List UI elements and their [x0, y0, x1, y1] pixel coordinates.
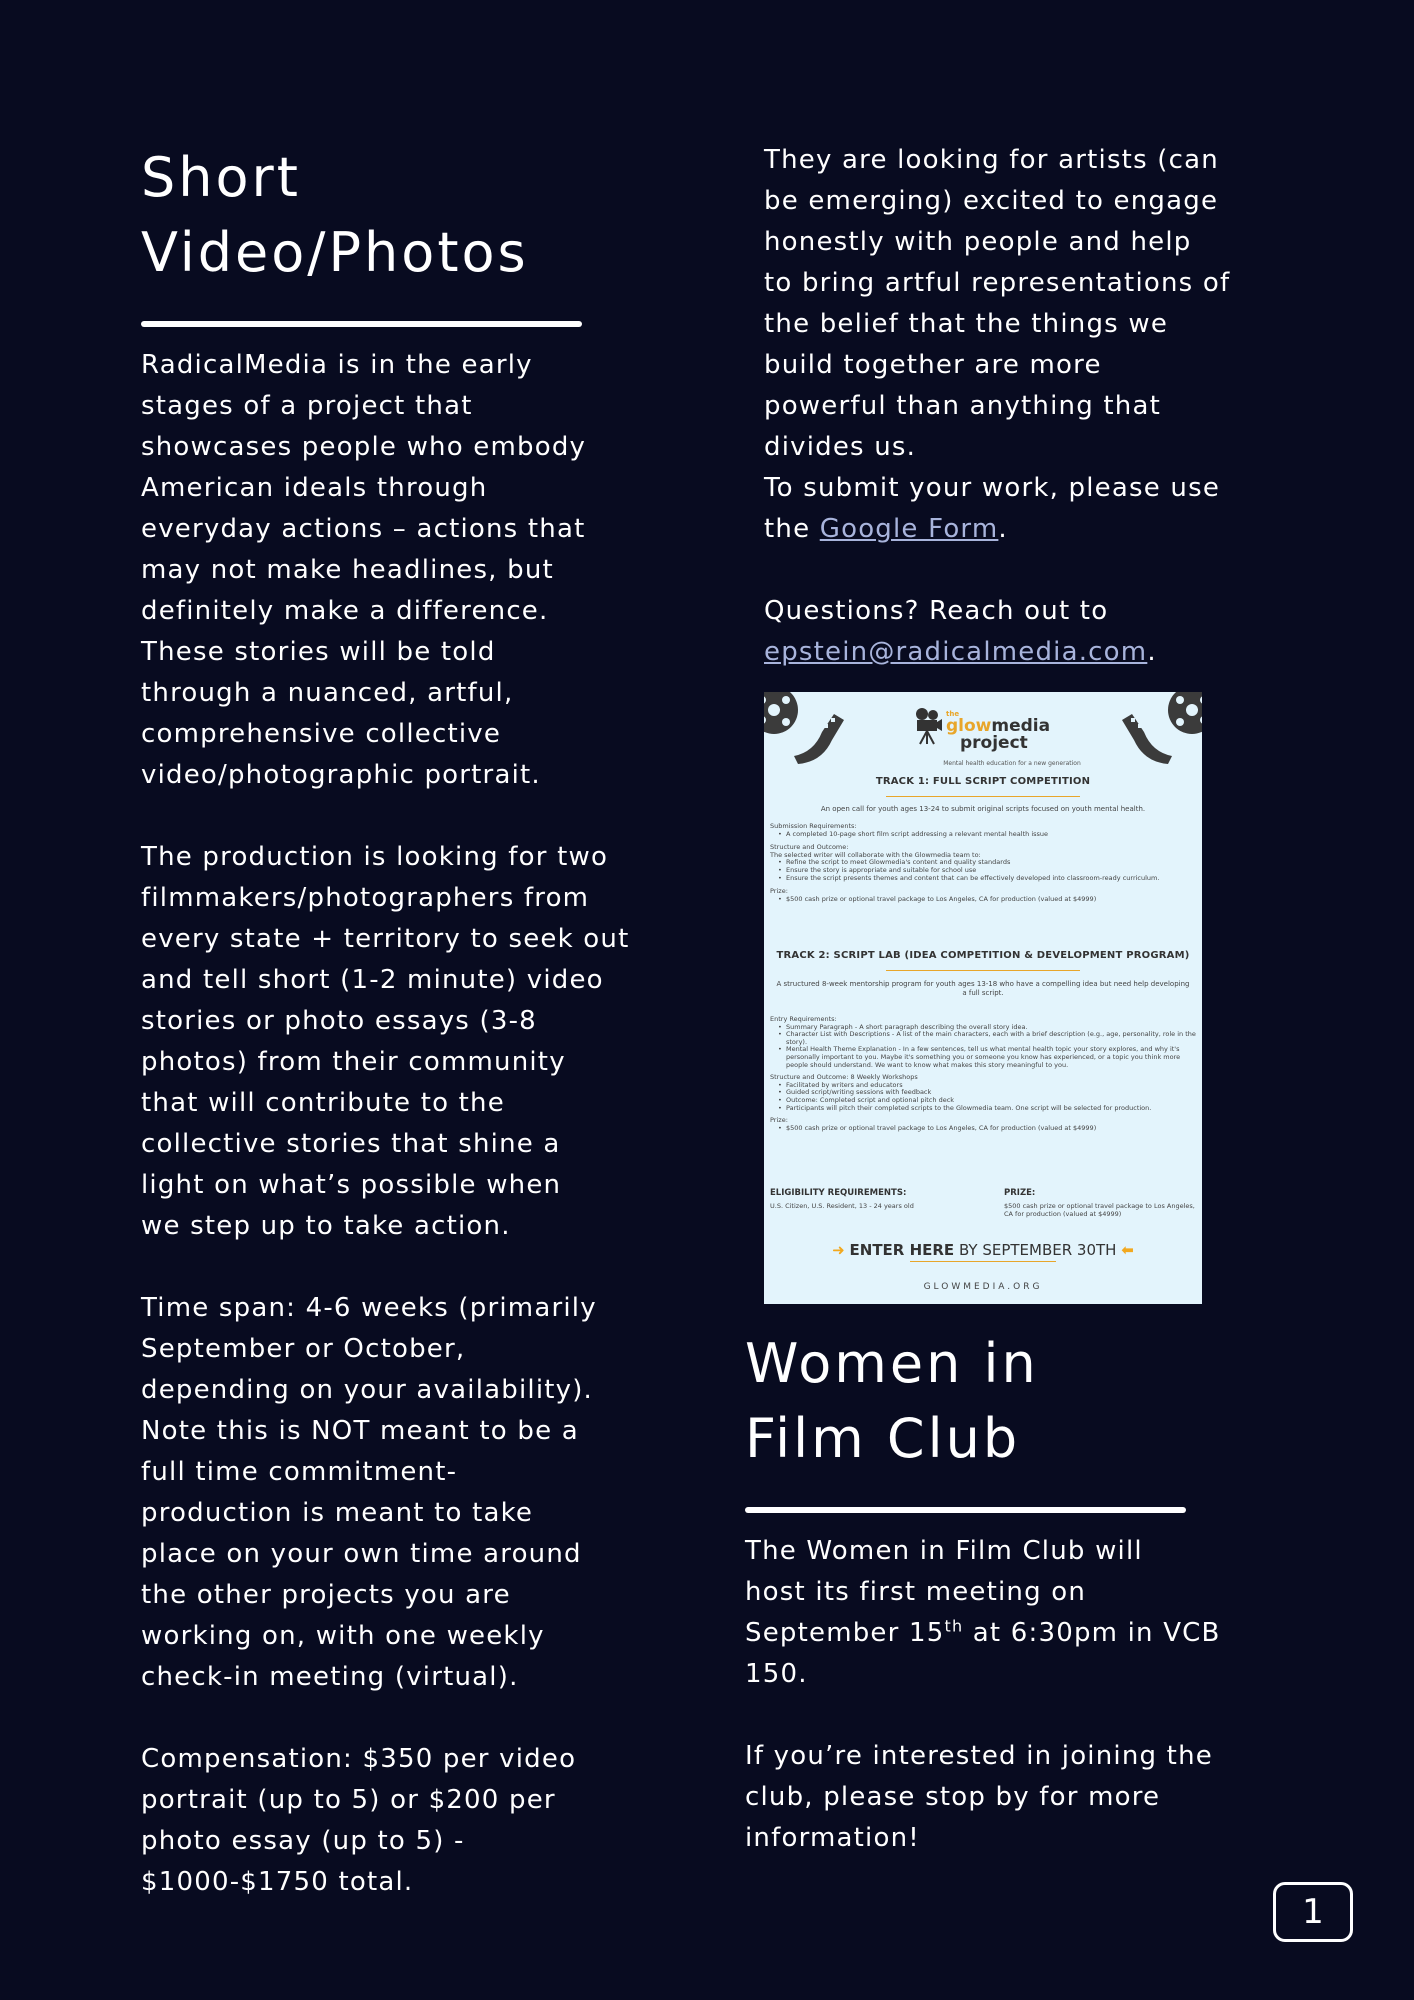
enter-here-cta[interactable]: ➜ ENTER HERE BY SEPTEMBER 30TH ⬅	[832, 1241, 1134, 1259]
page-number: 1	[1273, 1882, 1353, 1942]
track1-details: Submission Requirements: • A completed 10-page short film script addressing a relevant mental health issue Structure and Outcome: The selected writer will collaborate with the Glowmedia team to: • Refine the script to meet Glowmedia's content and quality standards • Ensure the story is appropriate and suitable for school use • Ensure the script presents themes and content that can be effectively developed into classroom-ready curriculum. Prize: • $500 cash prize or optional travel package to Los Angeles, CA for production (valued at $4999)	[770, 823, 1196, 903]
bullet-item: • $500 cash prize or optional travel package to Los Angeles, CA for production (valued at $4999)	[770, 1125, 1196, 1133]
production-paragraph	[141, 837, 661, 1247]
bullet-item: • Outcome: Completed script and optional pitch deck	[770, 1097, 1196, 1105]
eligibility-heading: ELIGIBILITY REQUIREMENTS:	[770, 1188, 907, 1198]
arrow-right-icon: ➜	[832, 1241, 845, 1259]
track2-title: TRACK 2: SCRIPT LAB (IDEA COMPETITION & DEVELOPMENT PROGRAM)	[776, 950, 1190, 961]
text-line: production is meant to take	[141, 1498, 534, 1528]
glowmedia-flyer: the glowmedia project Mental health education for a new generation TRACK 1: FULL SCRIPT COMPETITION An open call for youth ages 13-24 to submit original scripts focused on youth mental health. Submission Requirements: • A completed 10-page short film script addressing a relevant mental health issue Structure and Outcome: The selected writer will collaborate with the Glowmedia team to: • Refine the script to meet Glowmedia's content and quality standards • Ensure the story is appropriate and suitable for school use • Ensure the script presents themes and content that can be effectively developed into classroom-ready curriculum. Prize: • $500 cash prize or optional travel package to Los Angeles, CA for production (valued at $4999) TRACK 2: SCRIPT LAB (IDEA COMPETITION & DEVELOPMENT PROGRAM) A structured 8-week mentorship program for youth ages 13-18 who have a compelling idea but need help developing a full script. Entry Requirements: • Summary Paragraph - A short paragraph describing the overall story idea. • Character List with Descriptions - A list of the main characters, each with a brief description (e.g., age, personality, role in the story). • Mental Health Theme Explanation - In a few sentences, tell us what mental health topic your story explores, and why it's personally important to you. Maybe it's something you or someone you know has experienced, or a topic you think more people should understand. We want to know what makes this story meaningful to you. Structure and Outcome: 8 Weekly Workshops • Facilitated by writers and educators • Guided script/writing sessions with feedback • Outcome: Completed script and optional pitch deck • Participants will pitch their completed scripts to the Glowmedia team. One script will be selected for production. Prize: • $500 cash prize or optional travel package to Los Angeles, CA for production (valued at $4999) ELIGIBILITY REQUIREMENTS: U.S. Citizen, U.S. Resident, 13 - 24 years old PRIZE: $500 cash prize or optional travel package to Los Angeles, CA for production (valued at $4999) ➜ ENTER HERE BY SEPTEMBER 30TH ⬅ GLOWMEDIA.ORG	[764, 692, 1202, 1304]
prize-text: $500 cash prize or optional travel package to Los Angeles, CA for production (valued at $4999)	[1004, 1202, 1195, 1218]
text-line: that will contribute to the	[141, 1088, 505, 1118]
text-line: every state + territory to seek out	[141, 924, 630, 954]
artists-paragraph	[764, 140, 1284, 468]
flyer-website: GLOWMEDIA.ORG	[923, 1282, 1043, 1292]
film-reel-icon	[1116, 692, 1202, 764]
short-video-continued	[764, 140, 1284, 673]
text-line: Time span: 4-6 weeks (primarily	[141, 1293, 597, 1323]
email-link[interactable]: epstein@radicalmedia.com	[764, 637, 1148, 667]
title-divider	[141, 321, 582, 327]
bullet-item: • Character List with Descriptions - A list of the main characters, each with a brief description (e.g., age, personality, role in the story).	[770, 1031, 1196, 1046]
text-line: the belief that the things we	[764, 309, 1169, 339]
divider	[886, 970, 1080, 971]
text-line: filmmakers/photographers from	[141, 883, 590, 913]
text-line: collective stories that shine a	[141, 1129, 561, 1159]
divider	[886, 796, 1080, 797]
text-line: showcases people who embody	[141, 432, 587, 462]
text-line: portrait (up to 5) or $200 per	[141, 1785, 556, 1815]
text-line: information!	[745, 1823, 920, 1853]
text-line: photos) from their community	[141, 1047, 566, 1077]
text-line: $1000-$1750 total.	[141, 1867, 414, 1897]
email-line: epstein@radicalmedia.com.	[764, 637, 1157, 667]
text-line: American ideals through	[141, 473, 488, 503]
time-span-paragraph	[141, 1288, 661, 1698]
google-form-link[interactable]: Google Form	[819, 514, 999, 544]
text-line: Note this is NOT meant to be a	[141, 1416, 579, 1446]
bullet-item: • Ensure the script presents themes and content that can be effectively developed into classroom-ready curriculum.	[770, 875, 1196, 883]
text-line: club, please stop by for more	[745, 1782, 1161, 1812]
join-paragraph	[745, 1736, 1305, 1859]
text-line: comprehensive collective	[141, 719, 502, 749]
eligibility-text: U.S. Citizen, U.S. Resident, 13 - 24 years old	[770, 1202, 914, 1210]
bullet-item: • Mental Health Theme Explanation - In a few sentences, tell us what mental health topic your story explores, and why it's personally important to you. Maybe it's something you or someone you know has experienced, or a topic you think more people should understand. We want to know what makes this story meaningful to you.	[770, 1046, 1196, 1069]
text-line: definitely make a difference.	[141, 596, 549, 626]
text-line: These stories will be told	[141, 637, 496, 667]
text-line: the other projects you are	[141, 1580, 511, 1610]
text-line: full time commitment-	[141, 1457, 458, 1487]
compensation-paragraph	[141, 1739, 661, 1903]
women-in-film-title: Women in Film Club	[745, 1332, 1039, 1470]
text-line: place on your own time around	[141, 1539, 582, 1569]
track1-intro: An open call for youth ages 13-24 to submit original scripts focused on youth mental health.	[820, 805, 1146, 813]
intro-paragraph	[141, 345, 661, 796]
text-line: may not make headlines, but	[141, 555, 554, 585]
prize-heading: PRIZE:	[1004, 1188, 1036, 1198]
film-camera-icon	[912, 706, 942, 746]
questions-line: Questions? Reach out to	[764, 596, 1109, 626]
text-line: build together are more	[764, 350, 1102, 380]
text-line: depending on your availability).	[141, 1375, 594, 1405]
text-line: RadicalMedia is in the early	[141, 350, 533, 380]
text-line: working on, with one weekly	[141, 1621, 545, 1651]
track2-intro: A structured 8-week mentorship program for youth ages 13-18 who have a compelling idea but need help developing a full script.	[776, 980, 1190, 997]
text-line: everyday actions – actions that	[141, 514, 586, 544]
track2-details: Entry Requirements: • Summary Paragraph - A short paragraph describing the overall story idea. • Character List with Descriptions - A list of the main characters, each with a brief description (e.g., age, personality, role in the story). • Mental Health Theme Explanation - In a few sentences, tell us what mental health topic your story explores, and why it's personally important to you. Maybe it's something you or someone you know has experienced, or a topic you think more people should understand. We want to know what makes this story meaningful to you. Structure and Outcome: 8 Weekly Workshops • Facilitated by writers and educators • Guided script/writing sessions with feedback • Outcome: Completed script and optional pitch deck • Participants will pitch their completed scripts to the Glowmedia team. One script will be selected for production. Prize: • $500 cash prize or optional travel package to Los Angeles, CA for production (valued at $4999)	[770, 1016, 1196, 1132]
text-line: to bring artful representations of	[764, 268, 1231, 298]
text-line: They are looking for artists (can	[764, 145, 1219, 175]
submit-line: To submit your work, please use	[764, 473, 1221, 503]
text-line: video/photographic portrait.	[141, 760, 541, 790]
text-line: The production is looking for two	[141, 842, 609, 872]
women-in-film-section	[745, 1326, 1305, 1859]
bullet-item: • A completed 10-page short film script addressing a relevant mental health issue	[770, 831, 1196, 839]
bullet-item: • Facilitated by writers and educators	[770, 1082, 1196, 1090]
text-line: check-in meeting (virtual).	[141, 1662, 519, 1692]
track1-title: TRACK 1: FULL SCRIPT COMPETITION	[875, 776, 1091, 787]
short-video-section	[141, 140, 661, 1903]
title-divider	[745, 1507, 1186, 1513]
text-line: through a nuanced, artful,	[141, 678, 514, 708]
text-line: divides us.	[764, 432, 917, 462]
text-line: honestly with people and help	[764, 227, 1192, 257]
text-line: If you’re interested in joining the	[745, 1741, 1213, 1771]
meeting-paragraph: The Women in Film Club will host its first meeting on September 15th at 6:30pm in VCB 150.	[745, 1536, 1221, 1689]
text-line: we step up to take action.	[141, 1211, 511, 1241]
bullet-item: • Ensure the story is appropriate and suitable for school use	[770, 867, 1196, 875]
bullet-item: • Guided script/writing sessions with feedback	[770, 1089, 1196, 1097]
text-line: stories or photo essays (3-8	[141, 1006, 537, 1036]
text-line: powerful than anything that	[764, 391, 1161, 421]
text-line: stages of a project that	[141, 391, 473, 421]
text-line: Compensation: $350 per video	[141, 1744, 577, 1774]
submit-link-line: the Google Form.	[764, 514, 1008, 544]
text-line: light on what’s possible when	[141, 1170, 562, 1200]
text-line: be emerging) excited to engage	[764, 186, 1219, 216]
bullet-item: • Summary Paragraph - A short paragraph describing the overall story idea.	[770, 1024, 1196, 1032]
bullet-item: • Refine the script to meet Glowmedia's content and quality standards	[770, 859, 1196, 867]
arrow-left-icon: ⬅	[1121, 1241, 1134, 1259]
film-reel-icon	[764, 692, 850, 764]
text-line: September or October,	[141, 1334, 466, 1364]
bullet-item: • Participants will pitch their completed scripts to the Glowmedia team. One script will be selected for production.	[770, 1105, 1196, 1113]
text-line: and tell short (1-2 minute) video	[141, 965, 604, 995]
bullet-item: • $500 cash prize or optional travel package to Los Angeles, CA for production (valued at $4999)	[770, 896, 1196, 904]
text-line: photo essay (up to 5) -	[141, 1826, 465, 1856]
divider	[910, 1261, 1056, 1262]
short-video-title: Short Video/Photos	[141, 146, 529, 284]
